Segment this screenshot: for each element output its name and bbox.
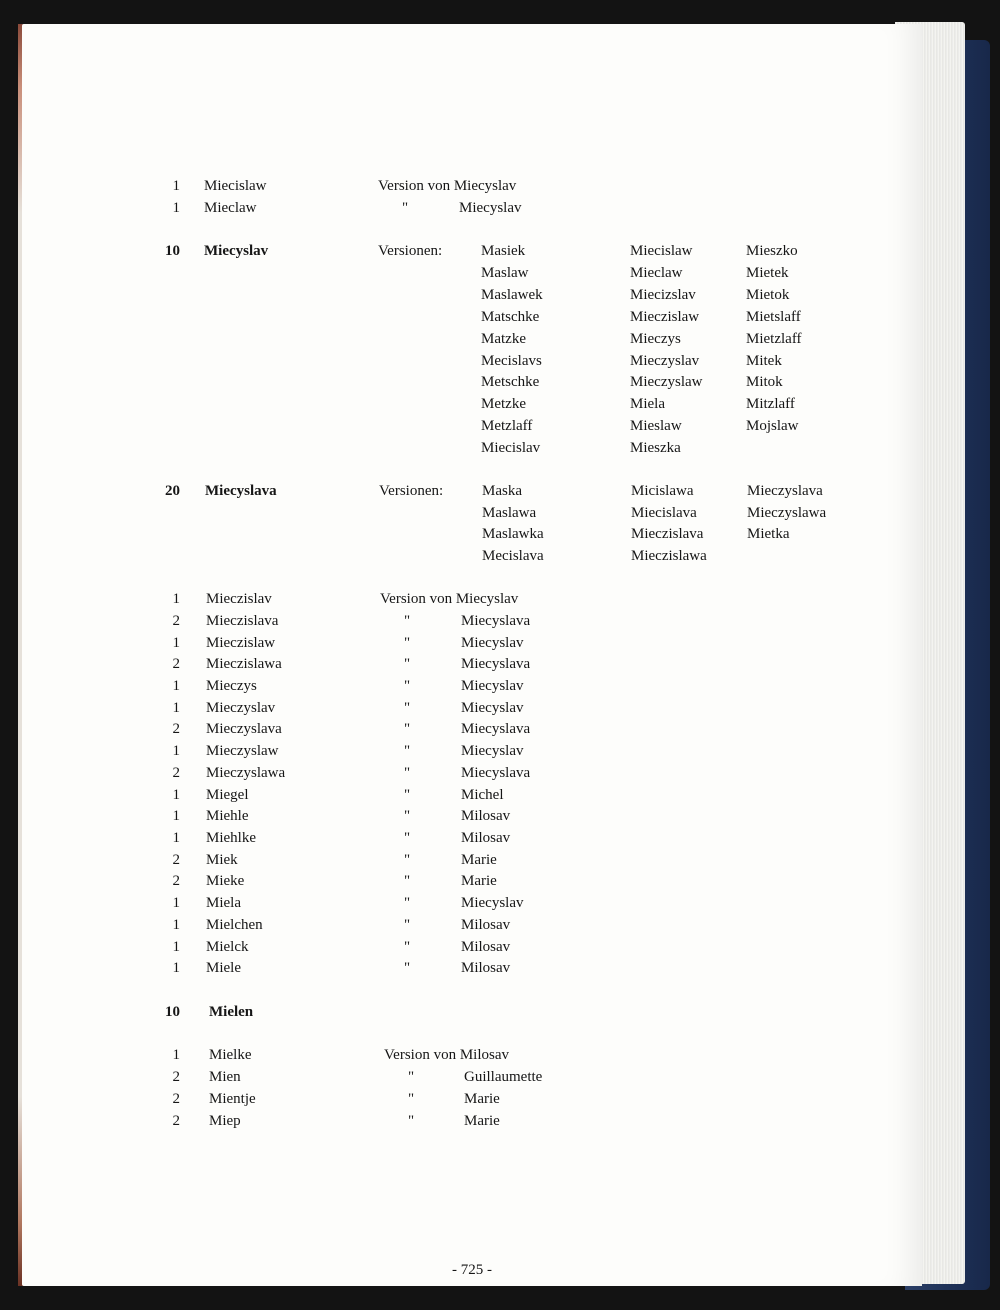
page-number: - 725 - bbox=[452, 1262, 492, 1278]
entry-name: Miela bbox=[206, 895, 241, 911]
entry-count: 1 bbox=[172, 939, 180, 955]
version-item: Mieszka bbox=[630, 440, 681, 456]
ditto-mark: " bbox=[404, 678, 411, 694]
entry-count: 1 bbox=[172, 1047, 180, 1063]
entry-name: Mielke bbox=[209, 1047, 252, 1063]
version-item: Mietslaff bbox=[746, 309, 801, 325]
version-item: Mietek bbox=[746, 265, 789, 281]
ditto-mark: " bbox=[404, 635, 411, 651]
version-item: Mitek bbox=[746, 353, 782, 369]
entry-target: Miecyslav bbox=[461, 635, 524, 651]
entry-name: Mieczyslav bbox=[206, 700, 276, 716]
entry-name: Miehle bbox=[206, 808, 249, 824]
entry-target: Milosav bbox=[461, 939, 511, 955]
version-item: Maslaw bbox=[481, 265, 529, 281]
version-item: Miela bbox=[630, 396, 665, 412]
entry-count: 1 bbox=[172, 787, 180, 803]
version-item: Micislawa bbox=[631, 483, 694, 499]
entry-count: 1 bbox=[172, 960, 180, 976]
entry-count: 2 bbox=[172, 873, 180, 889]
version-item: Mieclaw bbox=[630, 265, 683, 281]
entry-target: Michel bbox=[461, 787, 504, 803]
version-item: Mietka bbox=[747, 526, 790, 542]
version-item: Maslawa bbox=[482, 505, 537, 521]
entry-name: Miegel bbox=[206, 787, 249, 803]
entry-name: Mielck bbox=[206, 939, 249, 955]
entry-name: Mielen bbox=[209, 1004, 254, 1020]
entry-target: Milosav bbox=[461, 960, 511, 976]
ditto-mark: " bbox=[404, 787, 411, 803]
entry-count: 2 bbox=[172, 765, 180, 781]
version-item: Mieczyslav bbox=[630, 353, 700, 369]
entry-target: Miecyslava bbox=[461, 613, 531, 629]
version-item: Mieczys bbox=[630, 331, 681, 347]
entry-count: 2 bbox=[172, 721, 180, 737]
version-item: Miecizslav bbox=[630, 287, 696, 303]
entry-reference: Version von Miecyslav bbox=[378, 178, 517, 194]
group-name: Miecyslava bbox=[205, 483, 277, 499]
ditto-mark: " bbox=[404, 917, 411, 933]
version-item: Mitzlaff bbox=[746, 396, 795, 412]
ditto-mark: " bbox=[404, 721, 411, 737]
entry-target: Marie bbox=[461, 852, 497, 868]
entry-target: Miecyslav bbox=[459, 200, 522, 216]
entry-name: Mieclaw bbox=[204, 200, 257, 216]
entry-count: 2 bbox=[172, 1069, 180, 1085]
version-item: Mitok bbox=[746, 374, 783, 390]
ditto-mark: " bbox=[404, 830, 411, 846]
entry-name: Mielchen bbox=[206, 917, 263, 933]
entry-name: Miehlke bbox=[206, 830, 256, 846]
entry-target: Miecyslava bbox=[461, 721, 531, 737]
ditto-mark: " bbox=[402, 200, 409, 216]
ditto-mark: " bbox=[404, 960, 411, 976]
version-item: Mieczyslaw bbox=[630, 374, 703, 390]
version-item: Mieczislawa bbox=[631, 548, 707, 564]
entry-name: Mien bbox=[209, 1069, 241, 1085]
entry-count: 2 bbox=[172, 1113, 180, 1129]
entry-count: 1 bbox=[172, 830, 180, 846]
version-item: Matzke bbox=[481, 331, 526, 347]
entry-count: 1 bbox=[172, 743, 180, 759]
entry-name: Mieczislav bbox=[206, 591, 272, 607]
entry-name: Mieczislawa bbox=[206, 656, 282, 672]
entry-target: Milosav bbox=[461, 830, 511, 846]
entry-name: Miep bbox=[209, 1113, 241, 1129]
ditto-mark: " bbox=[404, 873, 411, 889]
version-item: Metzlaff bbox=[481, 418, 533, 434]
version-item: Mietok bbox=[746, 287, 790, 303]
version-item: Mecislava bbox=[482, 548, 544, 564]
version-item: Mietzlaff bbox=[746, 331, 802, 347]
version-item: Miecislava bbox=[631, 505, 697, 521]
entry-name: Miecislaw bbox=[204, 178, 267, 194]
entry-target: Milosav bbox=[461, 917, 511, 933]
ditto-mark: " bbox=[404, 765, 411, 781]
entry-count: 1 bbox=[172, 678, 180, 694]
entry-count: 10 bbox=[165, 1004, 180, 1020]
version-item: Maslawek bbox=[481, 287, 543, 303]
entry-target: Milosav bbox=[461, 808, 511, 824]
version-item: Metschke bbox=[481, 374, 540, 390]
ditto-mark: " bbox=[408, 1069, 415, 1085]
entry-count: 1 bbox=[172, 635, 180, 651]
entry-name: Mieczyslawa bbox=[206, 765, 286, 781]
version-item: Mieslaw bbox=[630, 418, 682, 434]
entry-count: 1 bbox=[172, 178, 180, 194]
entry-target: Miecyslav bbox=[461, 678, 524, 694]
entry-target: Guillaumette bbox=[464, 1069, 543, 1085]
entry-count: 2 bbox=[172, 613, 180, 629]
entry-name: Mientje bbox=[209, 1091, 256, 1107]
entry-count: 2 bbox=[172, 656, 180, 672]
version-item: Mieczislaw bbox=[630, 309, 700, 325]
ditto-mark: " bbox=[404, 939, 411, 955]
entry-target: Miecyslav bbox=[461, 895, 524, 911]
entry-reference: Version von Milosav bbox=[384, 1047, 509, 1063]
entry-count: 1 bbox=[172, 700, 180, 716]
entry-target: Marie bbox=[461, 873, 497, 889]
version-item: Miecislaw bbox=[630, 243, 693, 259]
version-item: Masiek bbox=[481, 243, 526, 259]
ditto-mark: " bbox=[408, 1091, 415, 1107]
entry-target: Miecyslava bbox=[461, 656, 531, 672]
entry-target: Marie bbox=[464, 1091, 500, 1107]
entry-count: 2 bbox=[172, 1091, 180, 1107]
entry-name: Mieczislava bbox=[206, 613, 279, 629]
version-item: Maska bbox=[482, 483, 522, 499]
version-item: Maslawka bbox=[482, 526, 544, 542]
entry-name: Mieke bbox=[206, 873, 245, 889]
versions-label: Versionen: bbox=[379, 483, 444, 499]
ditto-mark: " bbox=[404, 743, 411, 759]
entry-reference: Version von Miecyslav bbox=[380, 591, 519, 607]
group-count: 10 bbox=[165, 243, 180, 259]
entry-name: Miek bbox=[206, 852, 238, 868]
group-count: 20 bbox=[165, 483, 180, 499]
version-item: Mojslaw bbox=[746, 418, 799, 434]
ditto-mark: " bbox=[404, 895, 411, 911]
entry-count: 1 bbox=[172, 591, 180, 607]
entry-name: Mieczislaw bbox=[206, 635, 276, 651]
versions-label: Versionen: bbox=[378, 243, 443, 259]
entry-target: Miecyslav bbox=[461, 743, 524, 759]
entry-name: Mieczys bbox=[206, 678, 257, 694]
version-item: Metzke bbox=[481, 396, 526, 412]
ditto-mark: " bbox=[404, 656, 411, 672]
entry-name: Mieczyslaw bbox=[206, 743, 279, 759]
group-name: Miecyslav bbox=[204, 243, 269, 259]
version-item: Mieszko bbox=[746, 243, 798, 259]
entry-target: Marie bbox=[464, 1113, 500, 1129]
version-item: Miecislav bbox=[481, 440, 541, 456]
entry-count: 1 bbox=[172, 895, 180, 911]
version-item: Mieczislava bbox=[631, 526, 704, 542]
version-item: Mieczyslava bbox=[747, 483, 823, 499]
version-item: Matschke bbox=[481, 309, 540, 325]
ditto-mark: " bbox=[404, 700, 411, 716]
entry-count: 2 bbox=[172, 852, 180, 868]
entry-count: 1 bbox=[172, 808, 180, 824]
entry-name: Miele bbox=[206, 960, 241, 976]
entry-target: Miecyslav bbox=[461, 700, 524, 716]
entry-count: 1 bbox=[172, 917, 180, 933]
ditto-mark: " bbox=[404, 613, 411, 629]
ditto-mark: " bbox=[404, 852, 411, 868]
entry-count: 1 bbox=[172, 200, 180, 216]
version-item: Mieczyslawa bbox=[747, 505, 827, 521]
ditto-mark: " bbox=[408, 1113, 415, 1129]
entry-name: Mieczyslava bbox=[206, 721, 282, 737]
ditto-mark: " bbox=[404, 808, 411, 824]
version-item: Mecislavs bbox=[481, 353, 542, 369]
entry-target: Miecyslava bbox=[461, 765, 531, 781]
